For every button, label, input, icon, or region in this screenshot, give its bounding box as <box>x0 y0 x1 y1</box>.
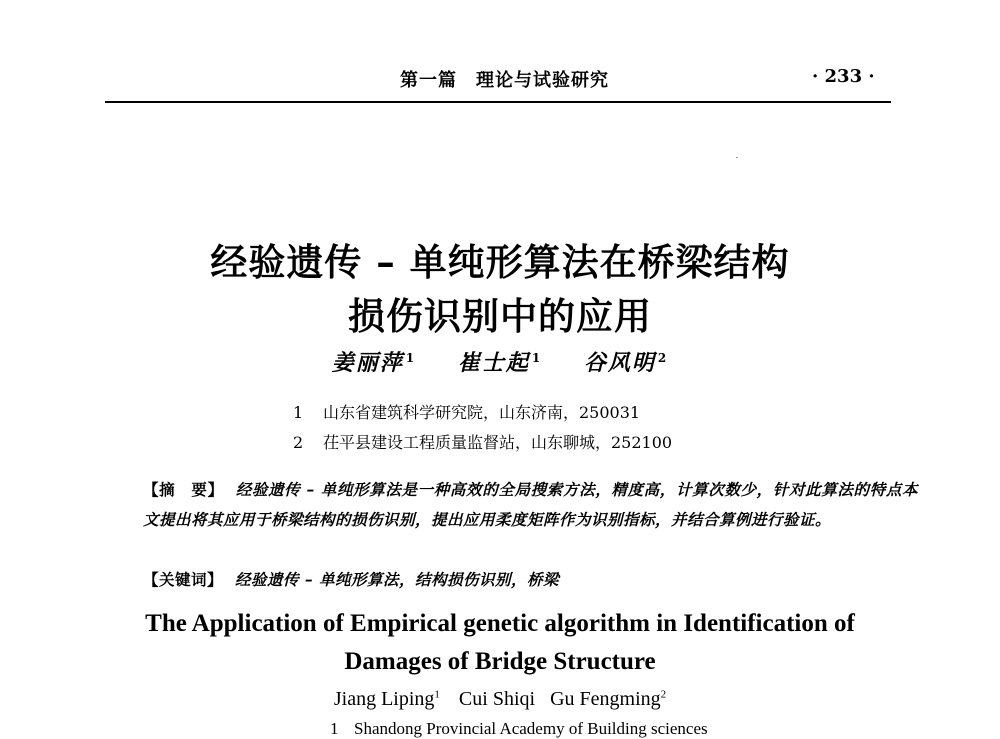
english-author: Gu Fengming$^2$ <box>550 688 667 710</box>
running-header-section: 第一篇 理论与试验研究 <box>400 70 609 91</box>
english-author: Cui Shiqi <box>458 688 536 710</box>
english-author: Jiang Liping$^1$ <box>333 688 440 710</box>
page-number: · 233 · <box>812 66 875 87</box>
english-title-line-2: Damages of Bridge Structure <box>344 648 656 675</box>
abstract-label: 【摘 要】 <box>143 480 224 499</box>
keywords <box>143 568 559 590</box>
english-affiliation: 1 Shandong Provincial Academy of Building sciences <box>330 719 708 738</box>
english-author-list <box>0 688 1000 711</box>
affiliation: 1 山东省建筑科学研究院，山东济南，250031 <box>293 403 641 422</box>
paper-title-line-1: 经验遗传 – 单纯形算法在桥梁结构 <box>210 240 790 284</box>
keywords-text: 经验遗传 – 单纯形算法，结构损伤识别，桥梁 <box>235 570 560 589</box>
abstract-text: 经验遗传 – 单纯形算法是一种高效的全局搜索方法，精度高，计算次数少，针对此算法的特点本文提出将其应用于桥梁结构的损伤识别，提出应用柔度矩阵作为识别指标，并结合算例进行验证。 <box>143 480 918 529</box>
affiliation: 2 茌平县建设工程质量监督站，山东聊城，252100 <box>293 433 673 452</box>
author-list <box>0 346 1000 377</box>
header-rule <box>105 101 891 103</box>
author: 崔士起 $^1$ <box>457 350 543 376</box>
author: 姜丽萍 $^1$ <box>331 350 417 376</box>
english-title-line-1: The Application of Empirical genetic algorithm in Identification of <box>145 610 855 637</box>
scan-speck <box>736 157 738 158</box>
author: 谷风明 $^2$ <box>583 350 669 376</box>
keywords-label: 【关键词】 <box>143 570 224 589</box>
abstract <box>143 475 918 534</box>
paper-title-line-2: 损伤识别中的应用 <box>348 294 652 338</box>
